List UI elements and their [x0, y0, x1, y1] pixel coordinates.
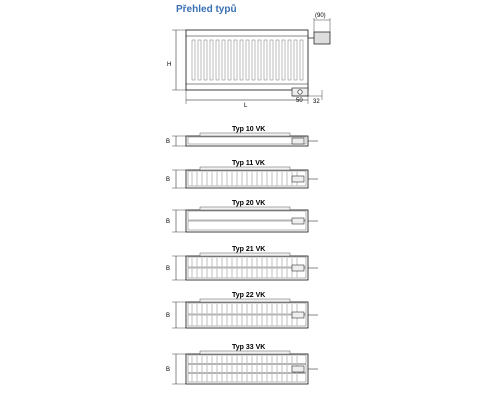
type-section [166, 207, 318, 232]
thickness-label: B [166, 219, 171, 225]
type-section [166, 253, 318, 280]
valve-fitting [292, 366, 304, 372]
top-grille [200, 253, 290, 256]
valve-fitting [292, 176, 304, 182]
height-dim-label: H [167, 62, 172, 68]
top-grille [200, 299, 290, 302]
type-section [166, 351, 318, 384]
top-grille [200, 351, 290, 354]
page-title: Přehled typů [176, 4, 237, 15]
fin [258, 40, 261, 80]
thickness-label: B [166, 367, 171, 373]
length-dim-label: L [244, 103, 248, 109]
top-grille [200, 207, 290, 210]
connection-port [298, 90, 302, 94]
fin [210, 40, 213, 80]
fin [246, 40, 249, 80]
valve-fitting [292, 138, 304, 144]
fin [198, 40, 201, 80]
fin [264, 40, 267, 80]
type-section [166, 167, 318, 188]
offset-dim-label: 50 [296, 98, 303, 104]
type-label: Typ 10 VK [232, 126, 266, 133]
thickness-label: B [166, 177, 171, 183]
fin [192, 40, 195, 80]
valve-fitting [292, 218, 304, 224]
section-body [186, 136, 308, 146]
valve-fitting [292, 312, 304, 318]
top-grille [200, 167, 290, 170]
fin [252, 40, 255, 80]
fin [228, 40, 231, 80]
valve-fitting [292, 265, 304, 271]
fin [294, 40, 297, 80]
type-section [166, 133, 318, 146]
thickness-label: B [166, 266, 171, 272]
fin [300, 40, 303, 80]
type-label: Typ 20 VK [232, 200, 266, 207]
fin [204, 40, 207, 80]
type-label: Typ 21 VK [232, 246, 266, 253]
fin [270, 40, 273, 80]
type-label: Typ 33 VK [232, 344, 266, 351]
thickness-label: B [166, 139, 171, 145]
fin [276, 40, 279, 80]
fin [240, 40, 243, 80]
top-grille [200, 133, 290, 136]
fin [234, 40, 237, 80]
fin [216, 40, 219, 80]
fin [288, 40, 291, 80]
thermostat-valve [314, 32, 330, 44]
valve-dim-label: (90) [315, 13, 326, 19]
fin [282, 40, 285, 80]
thickness-label: B [166, 313, 171, 319]
type-label: Typ 11 VK [232, 160, 265, 167]
type-label: Typ 22 VK [232, 292, 266, 299]
type-section [166, 299, 318, 328]
depth-dim-label: 32 [313, 99, 320, 105]
fin [222, 40, 225, 80]
